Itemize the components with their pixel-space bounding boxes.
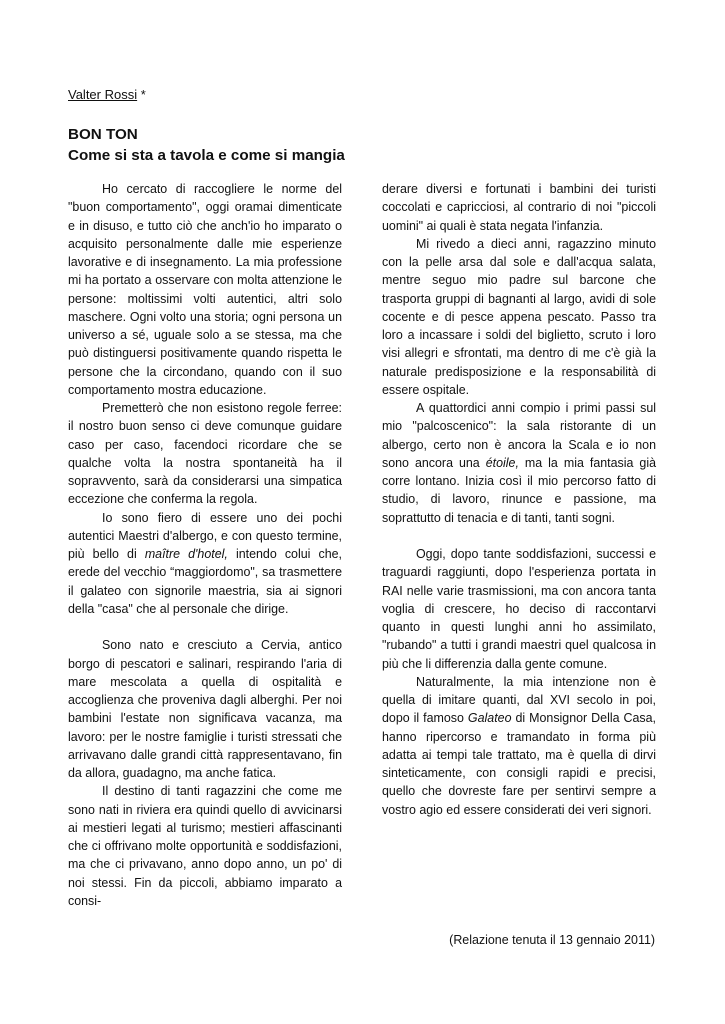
footnote: (Relazione tenuta il 13 gennaio 2011) — [449, 933, 655, 947]
paragraph: Sono nato e cresciuto a Cervia, antico borgo di pescatori e salinari, respirando l'aria di mare mescolata a quella di ospitalità e accoglienza che proveniva dagli alberghi. Per noi bambini l'estate non significava vacanza, ma lavoro: per le nostre famiglie i turisti stressati che arrivavano dalle grandi città rappresentavano, fin da allora, guadagno, ma anche fatica. — [68, 638, 342, 780]
author-name: Valter Rossi — [68, 87, 138, 102]
paragraph: Il destino di tanti ragazzini che come me sono nati in riviera era quindi quello di avvicinarsi ai mestieri legati al turismo; mestieri affascinanti che ci offrivano molte opportunità e soddisfazioni, ma che ci privavano, anno dopo anno, un po' di noi stessi. Fin da piccoli, abbiamo imparato a consi- — [68, 784, 342, 908]
title-main: BON TON — [68, 126, 138, 143]
author-line — [68, 87, 146, 103]
author-footnote-mark: * — [137, 87, 146, 102]
paragraph: A quattordici anni compio i primi passi sul mio "palcoscenico": la sala ristorante di un albergo, certo non è ancora la Scala e io non sono ancora una étoile, ma la mia fantasia già corre lontano. Inizia così il mio percorso fatto di studio, di lavoro, rinunce e passione, ma soprattutto di tenacia e di tanti, tanti sogni. — [382, 401, 657, 525]
title-subtitle: Come si sta a tavola e come si mangia — [68, 147, 345, 164]
paragraph: Naturalmente, la mia intenzione non è quella di imitare quanti, dal XVI secolo in poi, dopo il famoso Galateo di Monsignor Della Casa, hanno ripercorso e tramandato in forma più adatta ai tempi tale trattato, ma è quella di dirvi sinteticamente, con consigli rapidi e precisi, quello che dovreste fare per sentirvi sempre a vostro agio ed essere considerati dei veri signori. — [382, 674, 656, 817]
paragraph: Premetterò che non esistono regole ferree: il nostro buon senso ci deve comunque guidare caso per caso, facendoci ricordare che se qualche volta la nostra spontaneità ha il sopravvento, sarà da considerarsi una simpatica eccezione che conferma la regola. — [68, 401, 342, 507]
paragraph: Oggi, dopo tante soddisfazioni, successi e traguardi raggiunti, dopo l'esperienza portata in RAI nelle varie trasmissioni, ma con ancora tanta voglia di crescere, ho deciso di raccontarvi quanto in questi lunghi anni ho assimilato, "rubando" a tutti i grandi maestri quel qualcosa in più che li differenzia dalla gente comune. — [382, 547, 656, 671]
emphasis: Galateo — [467, 711, 512, 726]
paragraph: Ho cercato di raccogliere le norme del "buon comportamento", oggi oramai dimenticate e in disuso, e tutto ciò che anch'io ho imparato o acquisito personalmente dalle mie esperienze lavorative e di insegnamento. La mia professione mi ha portato a osservare con molta attenzione le persone: moltissimi volti autentici, altri solo maschere. Ogni volto una storia; ogni persona un universo a sé, uguale solo a se stessa, ma che può distinguersi positivamente quando rispetta le persone che la circondano, quando con il suo comportamento mostra educazione. — [68, 182, 342, 397]
paragraph-continuation: derare diversi e fortunati i bambini dei turisti coccolati e capricciosi, al contrario di noi "piccoli uomini" ai quali è stata negata l'infanzia. — [382, 182, 656, 233]
paragraph: Io sono fiero di essere uno dei pochi autentici Maestri d'albergo, e con questo termine, più bello di maître d'hotel, intendo colui che, erede del vecchio “maggiordomo", sa trasmettere il galateo con signorile maestria, sia ai signori della "casa" che al personale che dirige. — [68, 510, 342, 616]
text-column-right — [382, 180, 656, 819]
text-column-left — [68, 180, 342, 910]
article-title — [68, 124, 345, 166]
paragraph: Mi rivedo a dieci anni, ragazzino minuto con la pelle arsa dal sole e dall'acqua salata, mentre seguo mio padre sul barcone che trasporta gruppi di bagnanti al largo, avidi di sole cocente e di pesce appena pescato. Passo tra loro a incassare i soldi del biglietto, scruto i loro visi allegri e sfrontati, ma dentro di me c'è già la naturale predisposizione e la responsabilità di essere ospitale. — [382, 236, 656, 397]
emphasis: étoile, — [485, 455, 519, 470]
emphasis: maître d'hotel, — [144, 547, 228, 561]
